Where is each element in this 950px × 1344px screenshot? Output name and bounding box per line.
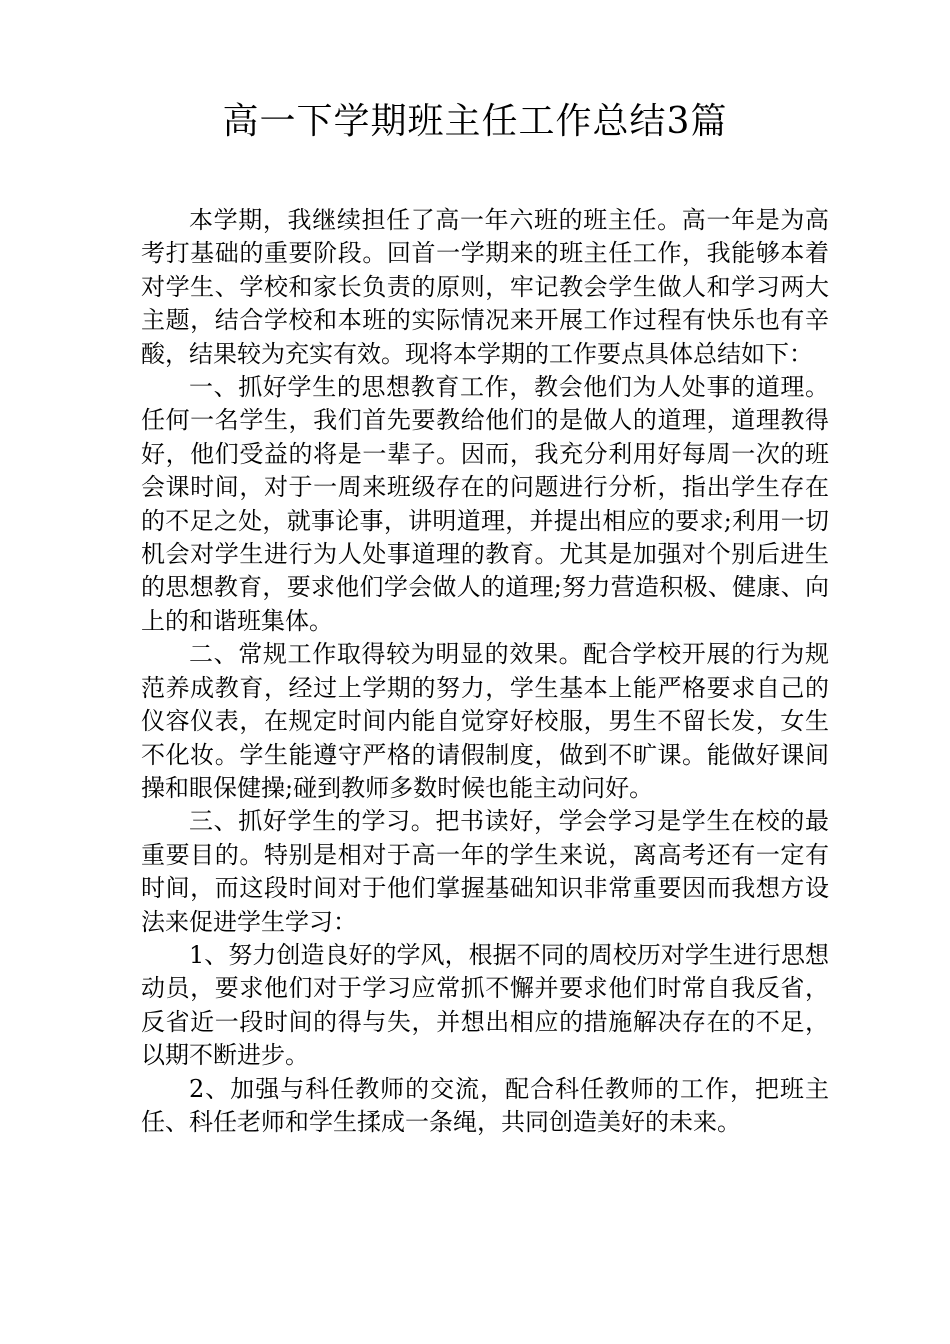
paragraph-intro: 本学期，我继续担任了高一年六班的班主任。高一年是为高考打基础的重要阶段。回首一学期来的班主任工作，我能够本着对学生、学校和家长负责的原则，牢记教会学生做人和学习两大主题，结合学校和本班的实际情况来开展工作过程有快乐也有辛酸，结果较为充实有效。现将本学期的工作要点具体总结如下： [141, 206, 829, 368]
paragraph-item-1: 1、努力创造良好的学风，根据不同的周校历对学生进行思想动员，要求他们对于学习应常抓不懈并要求他们时常自我反省，反省近一段时间的得与失，并想出相应的措施解决存在的不足，以期不断进步。 [141, 940, 829, 1070]
document-title: 高一下学期班主任工作总结3篇 [222, 101, 728, 142]
paragraph-section-3: 三、抓好学生的学习。把书读好，学会学习是学生在校的最重要目的。特别是相对于高一年的学生来说，离高考还有一定有时间，而这段时间对于他们掌握基础知识非常重要因而我想方设法来促进学生学习： [141, 807, 829, 936]
paragraph-item-2: 2、加强与科任教师的交流，配合科任教师的工作，把班主任、科任老师和学生揉成一条绳，共同创造美好的未来。 [141, 1074, 829, 1136]
document-body [141, 204, 829, 1139]
paragraph-section-2: 二、常规工作取得较为明显的效果。配合学校开展的行为规范养成教育，经过上学期的努力，学生基本上能严格要求自己的仪容仪表，在规定时间内能自觉穿好校服，男生不留长发，女生不化妆。学生能遵守严格的请假制度，做到不旷课。能做好课间操和眼保健操;碰到教师多数时候也能主动问好。 [141, 640, 829, 802]
paragraph-section-1: 一、抓好学生的思想教育工作，教会他们为人处事的道理。任何一名学生，我们首先要教给他们的是做人的道理，道理教得好，他们受益的将是一辈子。因而，我充分利用好每周一次的班会课时间，对于一周来班级存在的问题进行分析，指出学生存在的不足之处，就事论事，讲明道理，并提出相应的要求;利用一切机会对学生进行为人处事道理的教育。尤其是加强对个别后进生的思想教育，要求他们学会做人的道理;努力营造积极、健康、向上的和谐班集体。 [141, 373, 829, 635]
